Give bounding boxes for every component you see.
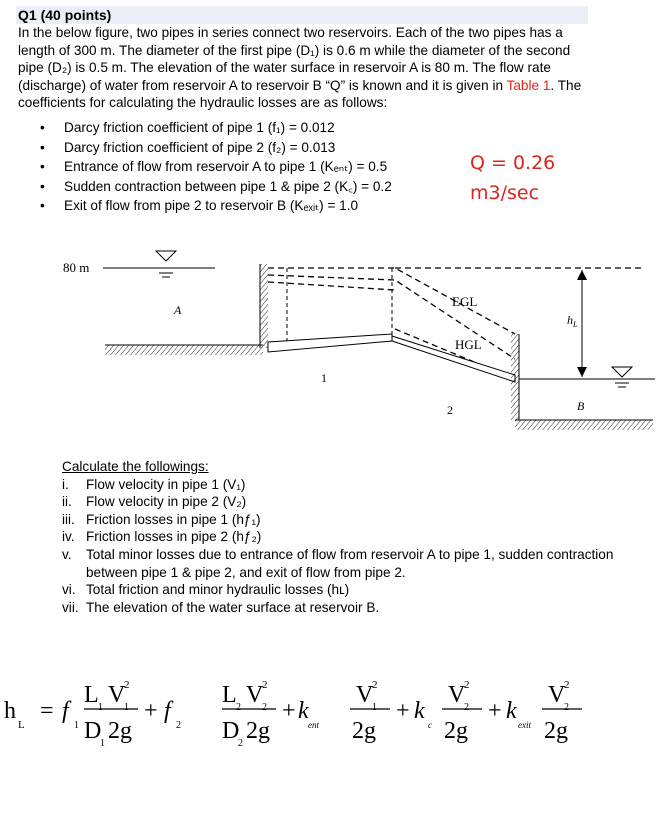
- question-title: Q1 (40 points): [16, 6, 588, 24]
- list-item: vii. The elevation of the water surface at reservoir B.: [62, 599, 380, 615]
- list-item: v. Total minor losses due to entrance of flow from reservoir A to pipe 1, sudden contraction between pipe 1 & pipe 2, and exit of flow from pipe 2.: [62, 546, 614, 580]
- list-item: ii. Flow velocity in pipe 2 (V₂): [62, 494, 247, 510]
- svg-text:2: 2: [236, 702, 241, 713]
- list-item: vi. Total friction and minor hydraulic losses (hʟ): [62, 582, 350, 598]
- list-item: • Darcy friction coefficient of pipe 1 (f₁) = 0.012: [40, 118, 392, 138]
- friction-term-2: [222, 679, 276, 749]
- svg-text:V: V: [246, 682, 264, 708]
- ground-b: [515, 420, 653, 430]
- svg-text:1: 1: [372, 702, 377, 713]
- entrance-term: [350, 679, 390, 744]
- svg-text:2: 2: [464, 679, 470, 691]
- svg-text:1: 1: [74, 720, 79, 731]
- list-item: • Sudden contraction between pipe 1 & pipe 2 (K꜀) = 0.2: [40, 177, 392, 197]
- list-item: • Darcy friction coefficient of pipe 2 (f₂) = 0.013: [40, 138, 392, 158]
- svg-text:D: D: [222, 718, 240, 744]
- svg-text:+: +: [396, 698, 410, 724]
- head-loss-formula: [0, 666, 600, 766]
- svg-text:h: h: [4, 698, 16, 724]
- list-item: i. Flow velocity in pipe 1 (V₁): [62, 476, 246, 492]
- reservoir-b-label: B: [577, 399, 585, 413]
- reservoir-b-wall: [511, 334, 519, 420]
- svg-text:1: 1: [124, 702, 129, 713]
- svg-text:D: D: [84, 718, 102, 744]
- svg-text:2: 2: [262, 679, 268, 691]
- svg-text:k: k: [506, 698, 517, 724]
- list-item: iii. Friction losses in pipe 1 (hƒ₁): [62, 511, 261, 527]
- table-1-link[interactable]: Table 1: [506, 77, 551, 93]
- list-item: • Exit of flow from pipe 2 to reservoir B (Kₑₓᵢₜ) = 1.0: [40, 196, 392, 216]
- svg-text:2: 2: [238, 738, 243, 749]
- discharge-annotation: [470, 148, 555, 208]
- list-item: • Entrance of flow from reservoir A to pipe 1 (Kₑₙₜ) = 0.5: [40, 157, 392, 177]
- svg-text:2: 2: [464, 702, 469, 713]
- svg-text:k: k: [298, 698, 309, 724]
- svg-text:2g: 2g: [108, 718, 132, 744]
- pipe-1: [268, 334, 392, 352]
- discharge-unit: m3/sec: [470, 182, 540, 204]
- svg-text:V: V: [356, 682, 374, 708]
- svg-text:f: f: [164, 698, 171, 724]
- tasks-title: Calculate the followings:: [62, 459, 209, 474]
- svg-text:V: V: [548, 682, 566, 708]
- svg-text:f: f: [62, 698, 69, 724]
- paragraph-text: In the below figure, two pipes in series connect two reservoirs. Each of the two pipes has a length of 300 m. The diameter of the first pipe (D₁) is 0.6 m while the diameter of the second pipe (D₂) is 0.5 m. The elevation of the water surface in reservoir A is 80 m. The flow rate (discharge) of water from reservoir A to reservoir B “Q” is known and it is given in: [18, 25, 571, 93]
- question-paragraph: [18, 24, 588, 112]
- svg-text:2: 2: [372, 679, 378, 691]
- pipe-2: [392, 336, 515, 382]
- svg-text:k: k: [414, 698, 425, 724]
- exit-term: [542, 679, 582, 744]
- svg-text:1: 1: [98, 702, 103, 713]
- svg-text:2g: 2g: [544, 718, 568, 744]
- hgl-label: HGL: [455, 337, 482, 352]
- svg-text:+: +: [144, 698, 158, 724]
- ground-a: [105, 345, 263, 355]
- svg-text:2: 2: [564, 679, 570, 691]
- svg-text:2: 2: [262, 702, 267, 713]
- water-level-icon: [612, 367, 632, 387]
- reservoir-a-wall: [260, 264, 268, 348]
- svg-text:L: L: [222, 682, 237, 708]
- svg-text:ent: ent: [308, 720, 319, 730]
- svg-text:V: V: [448, 682, 466, 708]
- svg-text:+: +: [488, 698, 502, 724]
- friction-term-1: [84, 679, 138, 749]
- discharge-value: Q = 0.26: [470, 152, 556, 174]
- head-loss-label: $h_L$: [567, 313, 578, 329]
- pipe-2-label: 2: [447, 403, 453, 417]
- reservoir-pipe-figure: [55, 242, 655, 442]
- paragraph-text-end: . The coefficients for calculating the hydraulic losses are as follows:: [18, 77, 582, 111]
- head-loss-arrow: [577, 270, 587, 377]
- list-item: iv. Friction losses in pipe 2 (hƒ₂): [62, 529, 262, 545]
- svg-text:=: =: [40, 698, 54, 724]
- elevation-label: 80 m: [63, 260, 90, 275]
- svg-text:2: 2: [564, 702, 569, 713]
- pipe-1-label: 1: [321, 371, 327, 385]
- svg-text:exit: exit: [518, 720, 531, 730]
- svg-text:2: 2: [176, 720, 181, 731]
- tasks-list: [62, 476, 622, 617]
- svg-text:2g: 2g: [444, 718, 468, 744]
- reservoir-a-label: A: [174, 303, 182, 317]
- svg-text:+: +: [282, 698, 296, 724]
- svg-text:L: L: [84, 682, 99, 708]
- svg-text:2g: 2g: [246, 718, 270, 744]
- svg-text:2g: 2g: [352, 718, 376, 744]
- svg-text:2: 2: [124, 679, 130, 691]
- svg-text:c: c: [428, 720, 432, 730]
- coefficient-list: [40, 118, 392, 216]
- water-level-icon: [156, 251, 176, 277]
- svg-text:V: V: [108, 682, 126, 708]
- svg-text:L: L: [18, 719, 25, 731]
- svg-text:1: 1: [100, 738, 105, 749]
- tasks-section: [62, 458, 622, 616]
- egl-label: EGL: [452, 294, 478, 309]
- contraction-term: [442, 679, 482, 744]
